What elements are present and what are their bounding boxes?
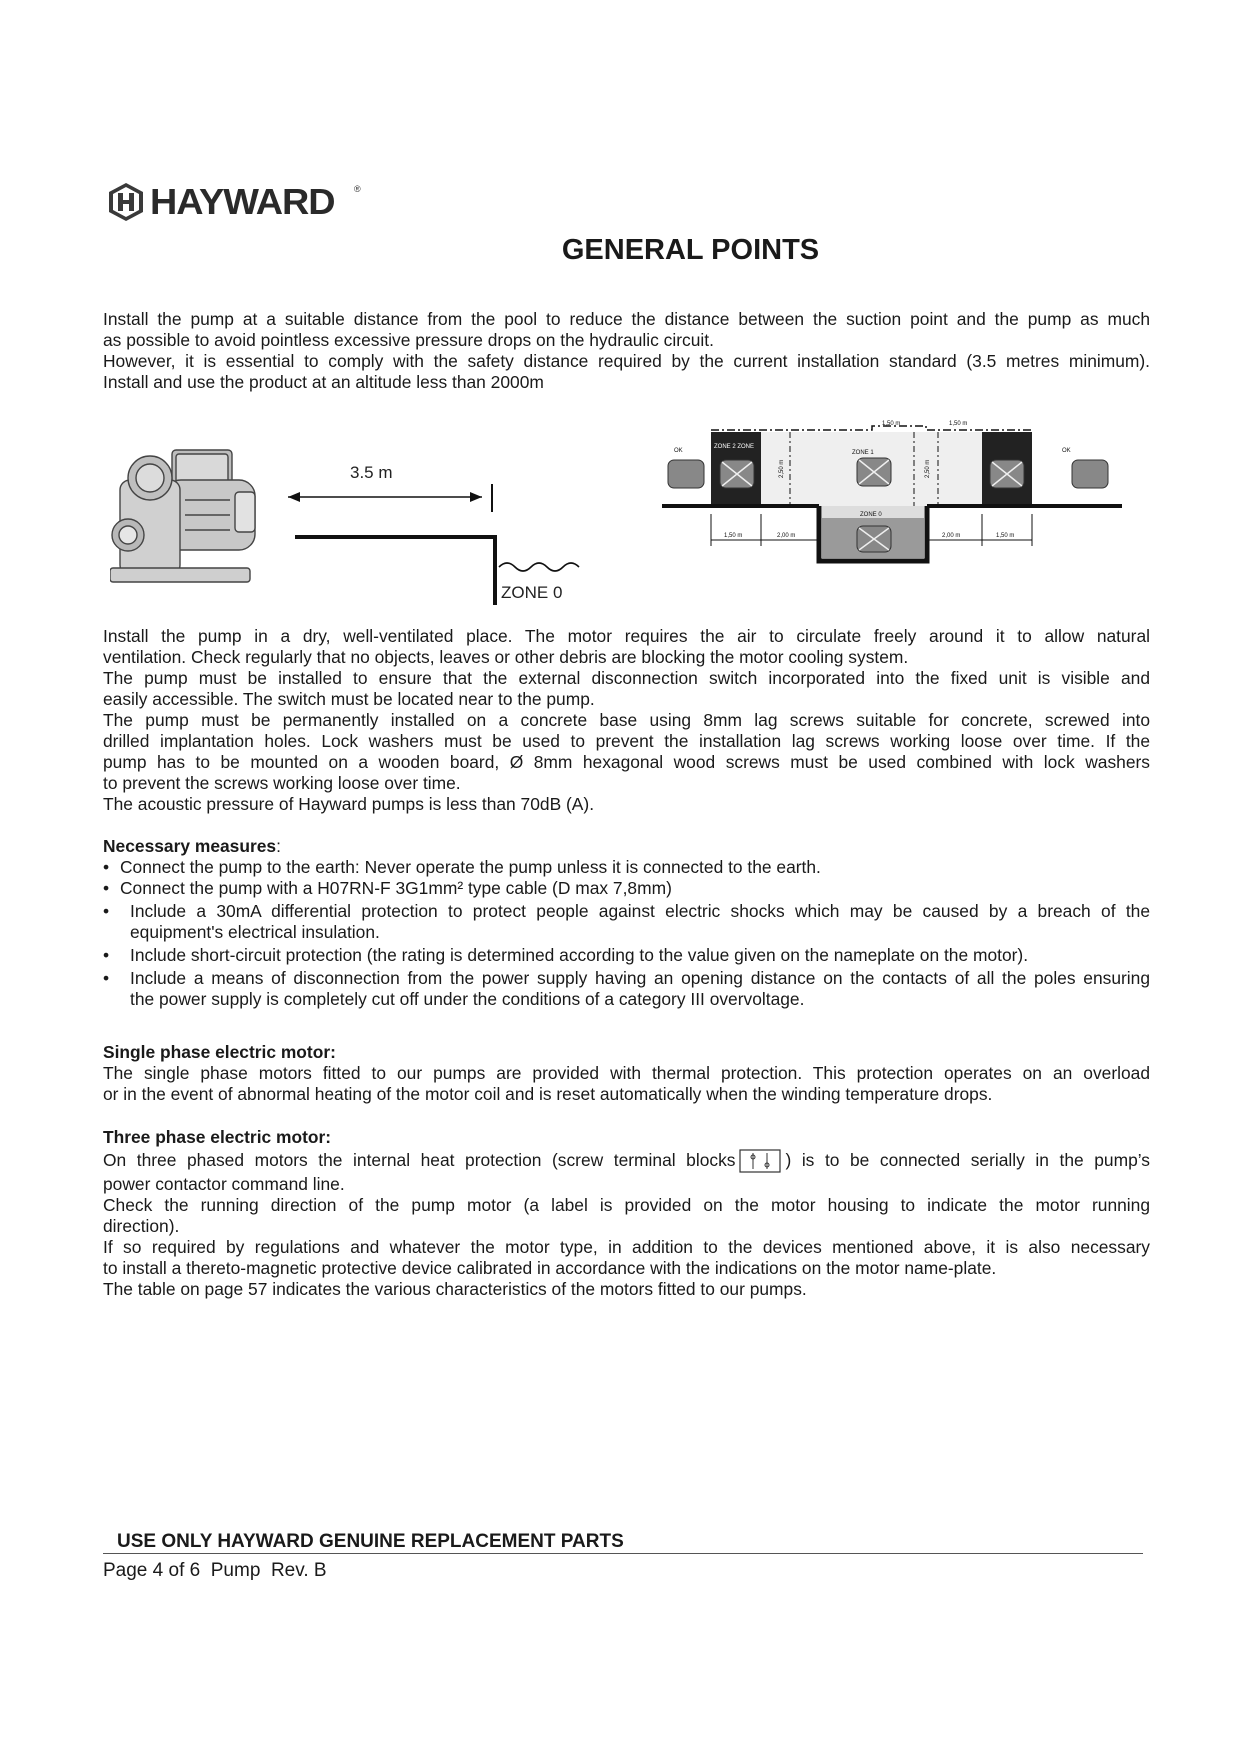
- ok-left-label: OK: [674, 448, 683, 454]
- three-phase-line-part: ) is to be connected serially in the pump’s: [785, 1150, 1151, 1170]
- installation-line: ventilation. Check regularly that no objects, leaves or other debris are blocking the motor cooling system.: [103, 647, 909, 667]
- single-phase-line: or in the event of abnormal heating of the motor coil and is reset automatically when the winding temperature drops.: [103, 1084, 993, 1104]
- dim-label: 1,50 m: [949, 421, 968, 427]
- installation-line: The acoustic pressure of Hayward pumps is less than 70dB (A).: [103, 794, 595, 814]
- list-item-text: Include short-circuit protection (the rating is determined according to the value given on the nameplate on the motor).: [130, 945, 1029, 965]
- bullet-icon: •: [103, 857, 110, 877]
- list-item: [103, 878, 1150, 899]
- installation-line: to prevent the screws working loose over time.: [103, 773, 461, 793]
- pump-distance-diagram: [110, 440, 600, 610]
- installation-line: easily accessible. The switch must be located near to the pump.: [103, 689, 595, 709]
- dim-label: 1,50 m: [996, 533, 1015, 539]
- page-title: [0, 234, 1241, 267]
- installation-line: pump has to be mounted on a wooden board, Ø 8mm hexagonal wood screws must be used combined with lock washers: [103, 752, 1150, 772]
- footer-divider: [103, 1553, 1143, 1554]
- pool-edge: [295, 537, 495, 605]
- list-item-text: Connect the pump with a H07RN-F 3G1mm² type cable (D max 7,8mm): [120, 878, 672, 898]
- installation-line: The pump must be installed to ensure that the external disconnection switch incorporated into the fixed unit is visible and: [103, 668, 1150, 688]
- list-item-text: the power supply is completely cut off under the conditions of a category III overvoltage.: [130, 989, 805, 1009]
- measures-heading-colon: :: [276, 836, 281, 856]
- distance-label: 3.5 m: [350, 463, 393, 482]
- three-phase-heading: Three phase electric motor:: [103, 1127, 332, 1147]
- page-title-text: GENERAL POINTS: [561, 234, 820, 266]
- footer-notice: USE ONLY HAYWARD GENUINE REPLACEMENT PARTS: [117, 1531, 624, 1552]
- list-item-text: equipment's electrical insulation.: [130, 922, 380, 942]
- three-phase-line: The table on page 57 indicates the various characteristics of the motors fitted to our pumps.: [103, 1279, 807, 1299]
- zone-diagram: [662, 418, 1122, 568]
- installation-line: The pump must be permanently installed on a concrete base using 8mm lag screws suitable for concrete, screwed into: [103, 710, 1150, 730]
- necessary-measures: [103, 836, 1150, 1010]
- three-phase-line-part: On three phased motors the internal heat protection (screw terminal blocks: [103, 1150, 736, 1170]
- dim-label: 1,50 m: [724, 533, 743, 539]
- dim-label: 2,50 m: [779, 459, 785, 478]
- intro-line: Install and use the product at an altitude less than 2000m: [103, 372, 544, 392]
- single-phase-section: [103, 1042, 1150, 1105]
- list-item: [103, 968, 1150, 1010]
- zone-1-label: ZONE 1: [852, 450, 874, 456]
- three-phase-line: power contactor command line.: [103, 1174, 345, 1194]
- bullet-icon: •: [103, 901, 110, 921]
- three-phase-line: direction).: [103, 1216, 180, 1236]
- list-item-text: Include a 30mA differential protection to protect people against electric shocks which may be caused by a breach of the: [130, 901, 1150, 921]
- water-wave-icon: [499, 563, 579, 571]
- intro-line: as possible to avoid pointless excessive pressure drops on the hydraulic circuit.: [103, 330, 714, 350]
- zone-2-label: ZONE 2 ZONE: [714, 444, 755, 450]
- hayward-logo: [106, 180, 366, 226]
- zone-0-label: ZONE 0: [501, 583, 563, 602]
- single-phase-heading: Single phase electric motor:: [103, 1042, 336, 1062]
- intro-line: Install the pump at a suitable distance from the pool to reduce the distance between the suction point and the pump as much: [103, 309, 1150, 329]
- list-item-text: Connect the pump to the earth: Never operate the pump unless it is connected to the earth.: [120, 857, 821, 877]
- bullet-icon: •: [103, 878, 110, 898]
- dim-label: 2,00 m: [942, 533, 961, 539]
- bullet-icon: •: [103, 945, 110, 965]
- list-item: [103, 857, 1150, 878]
- list-item: [103, 945, 1150, 966]
- intro-line: However, it is essential to comply with the safety distance required by the current installation standard (3.5 metres minimum).: [103, 351, 1150, 371]
- page-number: Page 4 of 6 Pump Rev. B: [103, 1560, 327, 1581]
- three-phase-line: to install a thereto-magnetic protective device calibrated in accordance with the indications on the motor name-plate.: [103, 1258, 997, 1278]
- three-phase-line: [103, 1148, 1150, 1174]
- brand-wordmark: HAYWARD: [150, 181, 335, 222]
- hayward-emblem-icon: [106, 182, 146, 222]
- pump-icon: [110, 450, 255, 582]
- three-phase-section: [103, 1127, 1150, 1300]
- bullet-icon: •: [103, 968, 110, 988]
- registered-mark: ®: [354, 184, 361, 194]
- single-phase-line: The single phase motors fitted to our pumps are provided with thermal protection. This protection operates on an overload: [103, 1063, 1150, 1083]
- measures-heading: [103, 836, 1150, 857]
- installation-line: Install the pump in a dry, well-ventilated place. The motor requires the air to circulate freely around it to allow natural: [103, 626, 1150, 646]
- list-item: [103, 901, 1150, 943]
- zone-0-small-label: ZONE 0: [860, 512, 882, 518]
- ok-right-label: OK: [1062, 448, 1071, 454]
- list-item-text: Include a means of disconnection from the power supply having an opening distance on the contacts of all the poles ensuring: [130, 968, 1150, 988]
- three-phase-line: If so required by regulations and whatever the motor type, in addition to the devices mentioned above, it is also necessary: [103, 1237, 1150, 1257]
- dim-label: 1,50 m: [882, 421, 901, 427]
- dim-label: 2,50 m: [925, 459, 931, 478]
- dim-label: 2,00 m: [777, 533, 796, 539]
- installation-paragraph: [103, 626, 1150, 815]
- installation-line: drilled implantation holes. Lock washers must be used to prevent the installation lag screws working loose over time. If the: [103, 731, 1150, 751]
- intro-paragraph: [103, 309, 1150, 393]
- three-phase-line: Check the running direction of the pump motor (a label is provided on the motor housing to indicate the motor running: [103, 1195, 1150, 1215]
- zone-diagram-figure: [662, 418, 1122, 568]
- pump-distance-figure: [110, 440, 600, 610]
- thermal-protection-terminal-icon: [737, 1148, 783, 1174]
- measures-heading-text: Necessary measures: [103, 836, 277, 856]
